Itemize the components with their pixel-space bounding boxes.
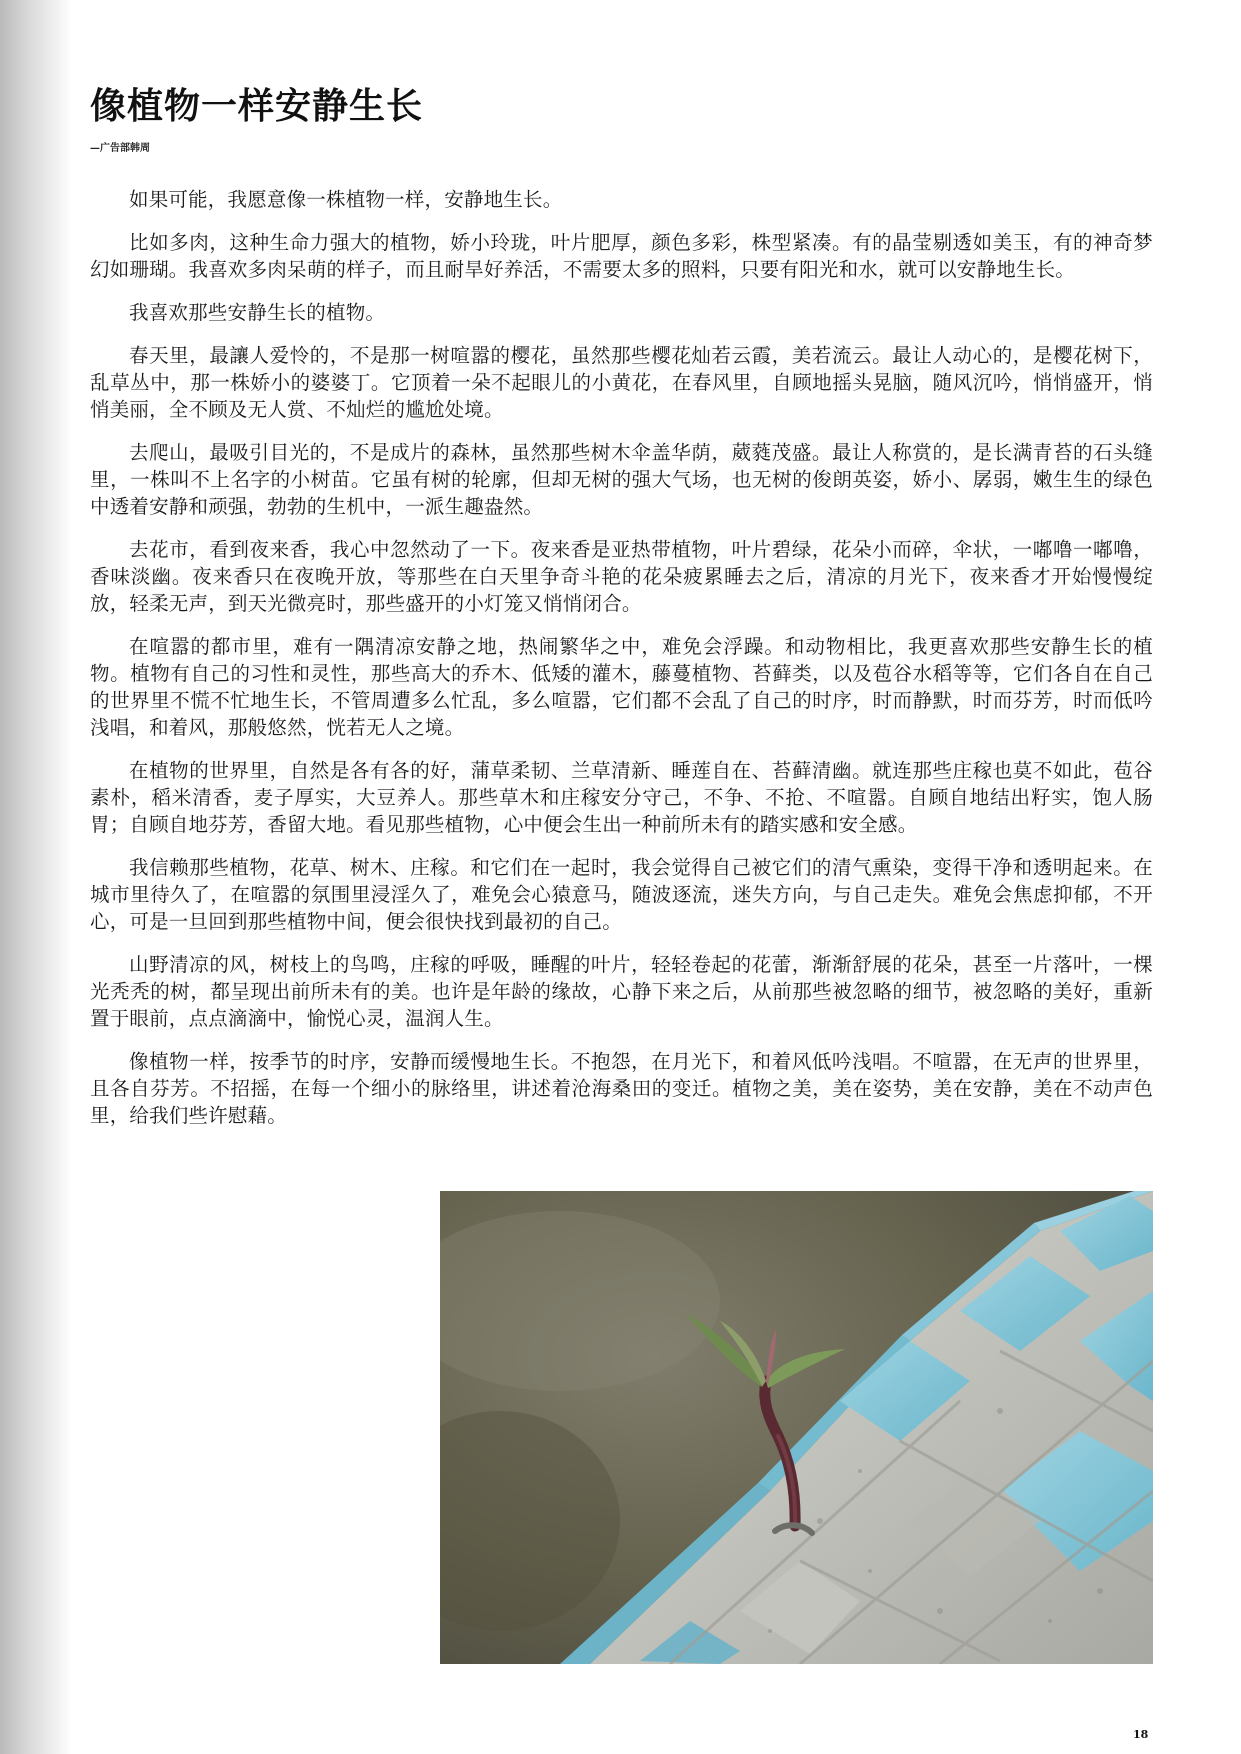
article-body [90,186,1153,1145]
paragraph: 春天里，最讓人爱怜的，不是那一树喧嚣的樱花，虽然那些樱花灿若云霞，美若流云。最让人动心的，是樱花树下，乱草丛中，那一株娇小的婆婆丁。它顶着一朵不起眼儿的小黄花，在春风里，自顾地摇头晃脑，随风沉吟，悄悄盛开，悄悄美丽，全不顾及无人赏、不灿烂的尴尬处境。 [90,344,1153,421]
paragraph: 在喧嚣的都市里，难有一隅清凉安静之地，热闹繁华之中，难免会浮躁。和动物相比，我更喜欢那些安静生长的植物。植物有自己的习性和灵性，那些高大的乔木、低矮的灌木，藤蔓植物、苔藓类，以及苞谷水稻等等，它们各自在自己的世界里不慌不忙地生长，不管周遭多么忙乱，多么喧嚣，它们都不会乱了自己的时序，时而静默，时而芬芳，时而低吟浅唱，和着风，那般悠然，恍若无人之境。 [90,635,1153,739]
seedling-photo [440,1191,1153,1664]
article-title: 像植物一样安静生长 [90,85,424,127]
paragraph: 像植物一样，按季节的时序，安静而缓慢地生长。不抱怨，在月光下，和着风低吟浅唱。不喧嚣，在无声的世界里，且各自芬芳。不招摇，在每一个细小的脉络里，讲述着沧海桑田的变迁。植物之美，美在姿势，美在安静，美在不动声色里，给我们些许慰藉。 [90,1050,1153,1127]
paragraph: 比如多肉，这种生命力强大的植物，娇小玲珑，叶片肥厚，颜色多彩，株型紧凑。有的晶莹剔透如美玉，有的神奇梦幻如珊瑚。我喜欢多肉呆萌的样子，而且耐旱好养活，不需要太多的照料，只要有阳光和水，就可以安静地生长。 [90,231,1153,281]
paragraph: 在植物的世界里，自然是各有各的好，蒲草柔韧、兰草清新、睡莲自在、苔藓清幽。就连那些庄稼也莫不如此，苞谷素朴，稻米清香，麦子厚实，大豆养人。那些草木和庄稼安分守己，不争、不抢、不喧嚣。自顾自地结出籽实，饱人肠胃；自顾自地芬芳，香留大地。看见那些植物，心中便会生出一种前所未有的踏实感和安全感。 [90,759,1153,836]
paragraph: 去花市，看到夜来香，我心中忽然动了一下。夜来香是亚热带植物，叶片碧绿，花朵小而碎，伞状，一嘟噜一嘟噜，香味淡幽。夜来香只在夜晚开放，等那些在白天里争奇斗艳的花朵疲累睡去之后，清凉的月光下，夜来香才开始慢慢绽放，轻柔无声，到天光微亮时，那些盛开的小灯笼又悄悄闭合。 [90,538,1153,615]
page-spine-shadow [0,0,72,1754]
article-byline: —广告部韩周 [90,143,150,154]
paragraph: 去爬山，最吸引目光的，不是成片的森林，虽然那些树木伞盖华荫，葳蕤茂盛。最让人称赏的，是长满青苔的石头缝里，一株叫不上名字的小树苗。它虽有树的轮廓，但却无树的强大气场，也无树的俊朗英姿，娇小、孱弱，嫩生生的绿色中透着安静和顽强，勃勃的生机中，一派生趣盎然。 [90,441,1153,518]
page-number: 18 [1133,1728,1149,1741]
paragraph: 山野清凉的风，树枝上的鸟鸣，庄稼的呼吸，睡醒的叶片，轻轻卷起的花蕾，渐渐舒展的花朵，甚至一片落叶，一棵光秃秃的树，都呈现出前所未有的美。也许是年龄的缘故，心静下来之后，从前那些被忽略的细节，被忽略的美好，重新置于眼前，点点滴滴中，愉悦心灵，温润人生。 [90,953,1153,1030]
paragraph: 我喜欢那些安静生长的植物。 [129,301,386,324]
paragraph: 我信赖那些植物，花草、树木、庄稼。和它们在一起时，我会觉得自己被它们的清气熏染，变得干净和透明起来。在城市里待久了，在喧嚣的氛围里浸淫久了，难免会心猿意马，随波逐流，迷失方向，与自己走失。难免会焦虑抑郁，不开心，可是一旦回到那些植物中间，便会很快找到最初的自己。 [90,856,1153,933]
paragraph: 如果可能，我愿意像一株植物一样，安静地生长。 [129,188,563,211]
